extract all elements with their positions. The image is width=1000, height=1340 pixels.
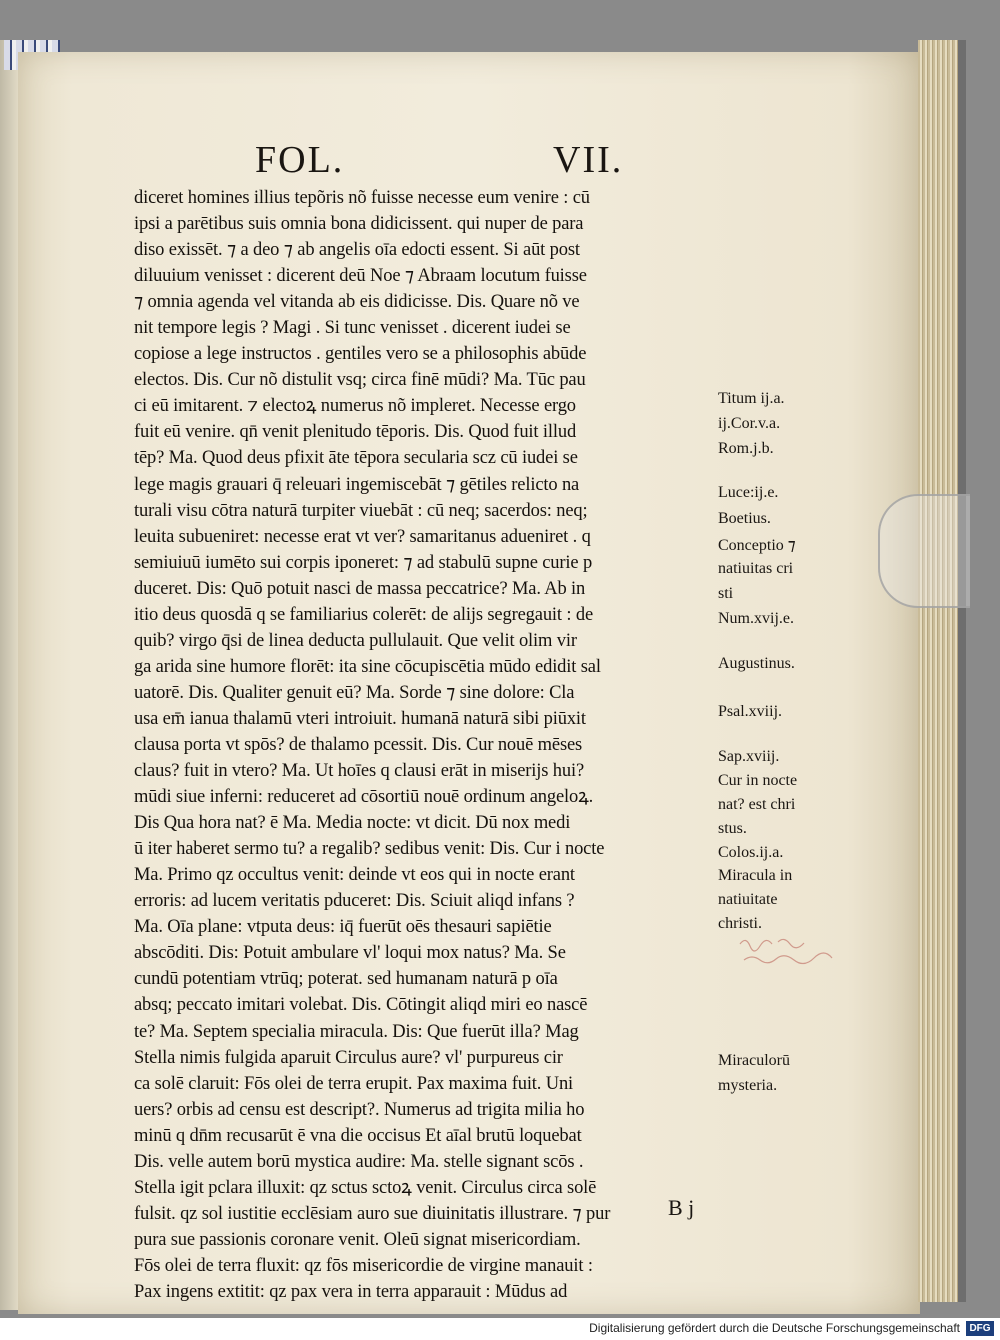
cover-edge	[958, 40, 966, 1302]
text-line: semiuiuū iumēto sui corpis iponeret: ⁊ ad stabulū supne curie p	[134, 552, 593, 573]
text-line: uatorē. Dis. Qualiter genuit eū? Ma. Sorde ⁊ sine dolore: Cla	[134, 682, 575, 703]
text-line: ga arida sine humore florēt: ita sine cōcupiscētia mūdo edidit sal	[134, 656, 601, 677]
footer-bar	[0, 1318, 1000, 1340]
text-line: erroris: ad lucem veritatis pduceret: Dis. Sciuit aliqd infans ?	[134, 891, 575, 912]
text-line: ū iter haberet sermo tu? a regalib? sedibus venit: Dis. Cur i nocte	[134, 839, 605, 860]
text-line: Stella nimis fulgida aparuit Circulus aure? vl' purpureus cir	[134, 1047, 563, 1068]
text-line: leuita subueniret: necesse erat vt ver? samaritanus adueniret . q	[134, 526, 591, 547]
text-line: usa em̄ ianua thalamū vteri introiuit. humanā naturā sibi piūxit	[134, 708, 586, 729]
margin-note: natiuitas cri	[718, 560, 794, 577]
text-line: itio deus quosdā q se familiarius colerēt: de alijs segregauit : de	[134, 604, 593, 625]
text-line: absq; peccato imitari volebat. Dis. Cōtingit aliqd miri eo nascē	[134, 995, 588, 1016]
margin-note: ij.Cor.v.a.	[718, 415, 781, 432]
text-line: ci eū imitarent. ⁊ electoꝝ numerus nõ impleret. Necesse ergo	[134, 396, 576, 417]
text-line: copiose a lege instructos . gentiles vero se a philosophis abūde	[134, 344, 587, 365]
text-line: diso exissēt. ⁊ a deo ⁊ ab angelis oīa edocti essent. Si aūt post	[134, 240, 580, 261]
text-line: tēp? Ma. Quod deus pfixit āte tēpora secularia scz cū iudei se	[134, 448, 578, 469]
margin-note: Miracula in	[718, 867, 793, 884]
margin-note: Rom.j.b.	[718, 440, 774, 457]
margin-note: Sap.xviij.	[718, 748, 780, 765]
text-line: Fōs olei de terra fluxit: qz fōs misericordie de virgine manauit :	[134, 1255, 593, 1276]
text-line: Ma. Oīa plane: vtputa deus: iq̄ fuerūt oēs thesauri sapiētie	[134, 917, 552, 938]
margin-note: nat? est chri	[718, 796, 796, 813]
text-line: minū q dn̄m recusarūt ē vna die occisus Et aīal brutū loquebat	[134, 1125, 582, 1146]
text-line: Stella igit pclara illuxit: qz sctus sctoꝝ venit. Circulus circa solē	[134, 1177, 597, 1198]
folio-label: FOL.	[255, 139, 345, 181]
funding-text: Digitalisierung gefördert durch die Deutsche Forschungsgemeinschaft	[589, 1321, 960, 1335]
page-edges	[918, 40, 960, 1302]
folio-header	[255, 138, 655, 186]
text-line: turali visu cōtra naturā turpiter viuebāt : cū neq; sacerdos: neq;	[134, 500, 588, 521]
text-line: ipsi a parētibus suis omnia bona didicissent. qui nuper de para	[134, 214, 584, 235]
text-line: Dis Qua hora nat? ē Ma. Media nocte: vt dicit. Dū nox medi	[134, 813, 571, 834]
text-line: te? Ma. Septem specialia miracula. Dis: Que fuerūt illa? Mag	[134, 1021, 579, 1042]
folio-number: VII.	[553, 139, 624, 181]
text-line: clausa porta vt spōs? de thalamo pcessit. Dis. Cur nouē mēses	[134, 734, 583, 755]
text-line: quib? virgo q̄si de linea deducta pullulauit. Que velit olim vir	[134, 630, 577, 651]
margin-note: Cur in nocte	[718, 772, 798, 789]
text-line: fuit eū venire. qn̄ venit plenitudo tēporis. Dis. Quod fuit illud	[134, 422, 577, 443]
text-line: ca solē claruit: Fōs olei de terra erupit. Pax maxima fuit. Uni	[134, 1073, 574, 1094]
margin-note: mysteria.	[718, 1077, 778, 1094]
margin-note: christi.	[718, 915, 762, 932]
text-line: duceret. Dis: Quō potuit nasci de massa peccatrice? Ma. Ab in	[134, 578, 586, 599]
signature-mark: B j	[668, 1195, 695, 1220]
text-line: uers? orbis ad censu est descript?. Numerus ad trigita milia ho	[134, 1099, 585, 1120]
margin-note: stus.	[718, 820, 747, 837]
text-line: diceret homines illius tepõris nõ fuisse necesse eum venire : cū	[134, 188, 590, 208]
text-line: electos. Dis. Cur nõ distulit vsq; circa finē mūdi? Ma. Tūc pau	[134, 370, 586, 391]
main-text-block	[134, 185, 714, 1305]
text-line: Pax ingens extitit: qz pax vera in terra apparauit : Mūdus ad	[134, 1281, 568, 1302]
text-line: ⁊ omnia agenda vel vitanda ab eis didicisse. Dis. Quare nõ ve	[134, 292, 580, 313]
margin-note: Num.xvij.e.	[718, 610, 794, 627]
margin-note: Boetius.	[718, 510, 771, 527]
text-line: abscōditi. Dis: Potuit ambulare vl' loqui mox natus? Ma. Se	[134, 943, 566, 964]
margin-note: Colos.ij.a.	[718, 844, 784, 861]
margin-note: Conceptio ⁊	[718, 537, 796, 554]
text-line: claus? fuit in vtero? Ma. Ut hoīes q clausi erāt in miserijs hui?	[134, 761, 585, 782]
text-line: nit tempore legis ? Magi . Si tunc venisset . dicerent iudei se	[134, 318, 571, 339]
text-line: Ma. Primo qz occultus venit: deinde vt eos qui in nocte erant	[134, 865, 575, 886]
margin-note: sti	[718, 585, 734, 602]
text-line: mūdi siue inferni: reduceret ad cōsortiū nouē ordinum angeloꝝ.	[134, 787, 594, 808]
margin-note: Psal.xviij.	[718, 703, 783, 720]
text-line: pura sue passionis coronare venit. Oleū signat misericordiam.	[134, 1229, 581, 1250]
margin-note: Titum ij.a.	[718, 390, 785, 407]
text-line: fulsit. qz sol iustitie ecclēsiam auro sue diuinitatis illustrare. ⁊ pur	[134, 1203, 611, 1224]
dfg-logo: DFG	[966, 1321, 994, 1336]
margin-note: Luce:ij.e.	[718, 484, 779, 501]
margin-note: Augustinus.	[718, 655, 795, 672]
text-line: diluuium venisset : dicerent deū Noe ⁊ Abraam locutum fuisse	[134, 266, 587, 287]
text-line: cundū potentiam vtrūq; poterat. sed humanam naturā p oīa	[134, 969, 558, 990]
page-clip	[878, 494, 970, 608]
margin-note: Miraculorū	[718, 1052, 790, 1069]
handwritten-annotation	[738, 930, 838, 970]
margin-note: natiuitate	[718, 891, 778, 908]
text-line: Dis. velle autem borū mystica audire: Ma. stelle signant scōs .	[134, 1151, 584, 1172]
text-line: lege magis grauari q̄ releuari ingemiscebāt ⁊ gētiles relicto na	[134, 474, 580, 495]
